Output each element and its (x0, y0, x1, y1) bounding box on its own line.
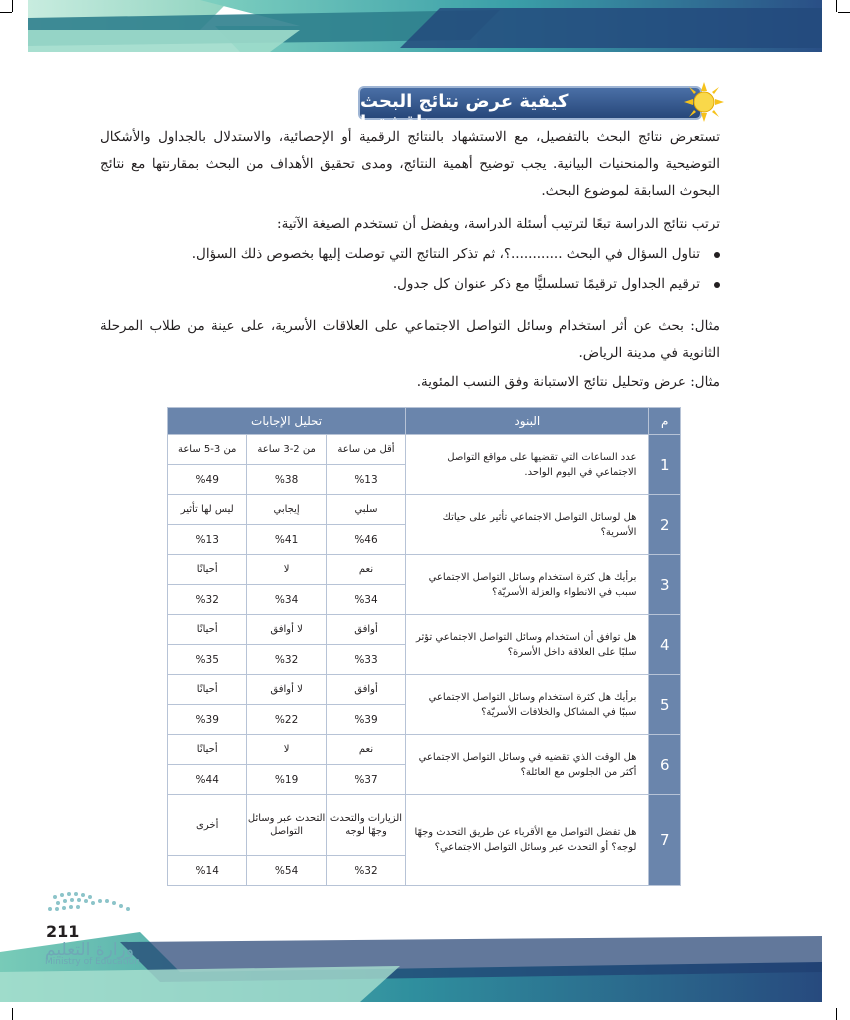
answer-percentage: %34 (247, 585, 326, 615)
answer-option: أحيانًا (168, 675, 247, 705)
row-item-text: برأيك هل كثرة استخدام وسائل التواصل الاجتماعي سبب في الانطواء والعزلة الأسريّة؟ (406, 555, 649, 615)
answer-option: أخرى (168, 795, 247, 856)
answer-percentage: %44 (168, 765, 247, 795)
answer-percentage: %35 (168, 645, 247, 675)
row-number: 2 (649, 495, 681, 555)
row-number: 4 (649, 615, 681, 675)
sun-icon (684, 82, 724, 122)
row-item-text: هل الوقت الذي تقضيه في وسائل التواصل الاجتماعي أكثر من الجلوس مع العائلة؟ (406, 735, 649, 795)
answer-option: التحدث عبر وسائل التواصل (247, 795, 326, 856)
answer-percentage: %37 (326, 765, 405, 795)
row-item-text: هل توافق أن استخدام وسائل التواصل الاجتماعي تؤثر سلبًا على العلاقة داخل الأسرة؟ (406, 615, 649, 675)
bullet-dot (714, 282, 720, 288)
row-number: 7 (649, 795, 681, 886)
answer-option: الزيارات والتحدث وجهًا لوجه (326, 795, 405, 856)
table-row (168, 555, 681, 585)
answer-option: أحيانًا (168, 615, 247, 645)
intro-paragraph: تستعرض نتائج البحث بالتفصيل، مع الاستشهاد بالنتائج الرقمية أو الإحصائية، والاستدلال بالجداول والأشكال التوضيحية والمنحنيات البيانية. يجب توضيح أهمية النتائج، ومدى تحقيق الأهداف من البحث بمقارنتها مع نتائج البحوث السابقة لموضوع البحث. (100, 129, 720, 199)
answer-option: أقل من ساعة (326, 435, 405, 465)
table-row (168, 675, 681, 705)
results-table (167, 407, 681, 886)
answer-option: من 3-5 ساعة (168, 435, 247, 465)
header-items: البنود (406, 408, 649, 435)
answer-option: نعم (326, 735, 405, 765)
section-title-text: كيفية عرض نتائج البحث ومناقشتها (360, 91, 569, 133)
answer-percentage: %32 (168, 585, 247, 615)
table-row (168, 735, 681, 765)
answer-option: من 2-3 ساعة (247, 435, 326, 465)
table-row (168, 495, 681, 525)
answer-percentage: %41 (247, 525, 326, 555)
answer-percentage: %34 (326, 585, 405, 615)
ministry-logo-english: Ministry of Education (45, 957, 140, 967)
example-paragraph: مثال: عرض وتحليل نتائج الاستبانة وفق النسب المئوية. (416, 374, 720, 390)
answer-percentage: %14 (168, 856, 247, 886)
row-item-text: هل تفضل التواصل مع الأقرباء عن طريق التحدث وجهًا لوجه؟ أو التحدث عبر وسائل التواصل الاجتماعي؟ (406, 795, 649, 886)
answer-percentage: %33 (326, 645, 405, 675)
answer-option: ليس لها تأثير (168, 495, 247, 525)
answer-percentage: %54 (247, 856, 326, 886)
row-number: 3 (649, 555, 681, 615)
answer-option: إيجابي (247, 495, 326, 525)
section-title-banner (360, 88, 700, 133)
table-row (168, 795, 681, 856)
bullet-text: تناول السؤال في البحث ............؟، ثم تذكر النتائج التي توصلت إليها بخصوص ذلك السؤال. (191, 246, 700, 262)
answer-percentage: %22 (247, 705, 326, 735)
answer-percentage: %13 (168, 525, 247, 555)
row-number: 5 (649, 675, 681, 735)
answer-option: لا (247, 555, 326, 585)
ministry-logo-arabic: وزارة التعليم (45, 940, 134, 960)
bullet-text: ترقيم الجداول ترقيمًا تسلسليًّا مع ذكر عنوان كل جدول. (392, 276, 700, 292)
row-item-text: عدد الساعات التي تقضيها على مواقع التواصل الاجتماعي في اليوم الواحد. (406, 435, 649, 495)
row-number: 6 (649, 735, 681, 795)
answer-percentage: %32 (247, 645, 326, 675)
answer-percentage: %39 (326, 705, 405, 735)
answer-option: لا (247, 735, 326, 765)
table-row (168, 615, 681, 645)
answer-percentage: %32 (326, 856, 405, 886)
answer-option: أوافق (326, 675, 405, 705)
row-number: 1 (649, 435, 681, 495)
row-item-text: هل لوسائل التواصل الاجتماعي تأثير على حياتك الأسرية؟ (406, 495, 649, 555)
top-decorative-band (0, 0, 850, 56)
answer-percentage: %19 (247, 765, 326, 795)
order-line: ترتب نتائج الدراسة تبعًا لترتيب أسئلة الدراسة، ويفضل أن تستخدم الصيغة الآتية: (277, 216, 720, 232)
answer-percentage: %39 (168, 705, 247, 735)
answer-percentage: %46 (326, 525, 405, 555)
answer-option: أحيانًا (168, 555, 247, 585)
header-analysis: تحليل الإجابات (168, 408, 406, 435)
page-number: 211 (46, 922, 80, 941)
row-item-text: برأيك هل كثرة استخدام وسائل التواصل الاجتماعي سببًا في المشاكل والخلافات الأسريّة؟ (406, 675, 649, 735)
header-num: م (649, 408, 681, 435)
bullet-item (120, 276, 720, 292)
answer-option: أحيانًا (168, 735, 247, 765)
answer-option: نعم (326, 555, 405, 585)
bullet-item (120, 246, 720, 262)
answer-option: سلبي (326, 495, 405, 525)
table-header-row (168, 408, 681, 435)
bullet-dot (714, 252, 720, 258)
answer-option: أوافق (326, 615, 405, 645)
answer-percentage: %38 (247, 465, 326, 495)
answer-option: لا أوافق (247, 675, 326, 705)
answer-option: لا أوافق (247, 615, 326, 645)
answer-percentage: %13 (326, 465, 405, 495)
section-title (360, 88, 712, 133)
answer-percentage: %49 (168, 465, 247, 495)
table-row (168, 435, 681, 465)
example-paragraph: مثال: بحث عن أثر استخدام وسائل التواصل الاجتماعي على العلاقات الأسرية، على عينة من طلاب المرحلة الثانوية في مدينة الرياض. (100, 318, 720, 361)
